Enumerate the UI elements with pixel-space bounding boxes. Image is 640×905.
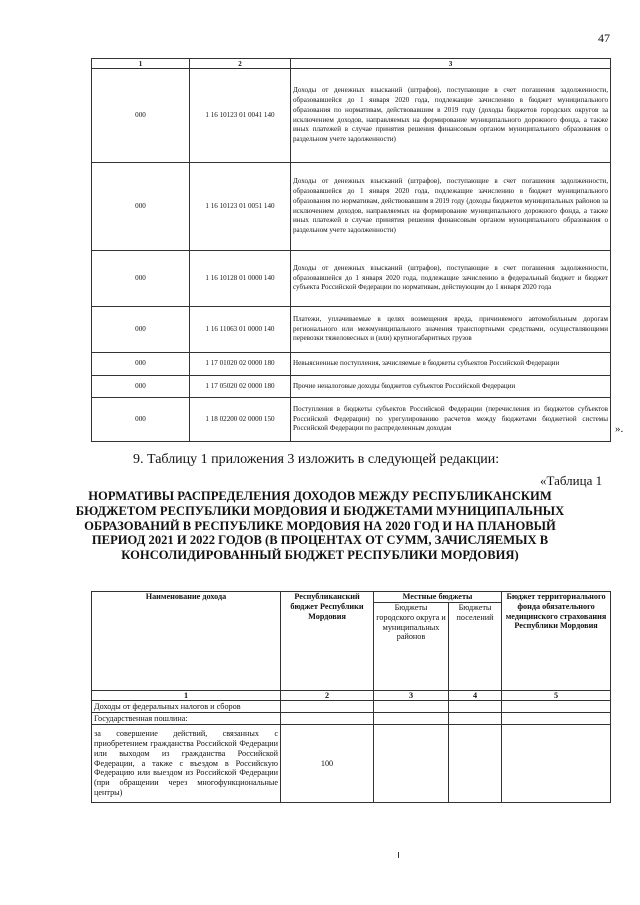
table-row [92, 398, 611, 442]
income-name: за совершение действий, связанных с приобретением гражданства Российской Федерации или выходом из гражданства Российской Федерации, а также с въездом в Российскую Федерацию или выездом из Российской Федерации (при обращении через многофункциональные центры) [92, 725, 281, 803]
column-number-3: 3 [374, 691, 449, 701]
column-number-1: 1 [92, 59, 190, 69]
table-row [92, 163, 611, 251]
budget-code: 1 16 11063 01 0000 140 [190, 307, 291, 353]
column-number-2: 2 [281, 691, 374, 701]
header-income-name: Наименование дохода [92, 592, 281, 691]
header-republic-budget: Республиканский бюджет Республики Мордовия [281, 592, 374, 691]
table-header-row [92, 59, 611, 69]
income-description: Поступления в бюджеты субъектов Российской Федерации (перечисления из бюджетов субъектов Российской Федерации) по урегулированию расчетов между бюджетами бюджетной системы Российской Федерации по распределенным доходам [291, 398, 611, 442]
income-codes-table [91, 58, 611, 442]
admin-code: 000 [92, 163, 190, 251]
header-settlements: Бюджеты поселений [449, 603, 502, 691]
income-description: Прочие неналоговые доходы бюджетов субъектов Российской Федерации [291, 376, 611, 398]
table-row [92, 251, 611, 307]
income-description: Платежи, уплачиваемые в целях возмещения вреда, причиняемого автомобильным дорогам регионального или межмуниципального значения транспортными средствами, осуществляющими перевозки тяжеловесных и (или) крупногабаритных грузов [291, 307, 611, 353]
header-medical-fund: Бюджет территориального фонда обязательного медицинского страхования Республики Мордовия [502, 592, 611, 691]
income-name: Доходы от федеральных налогов и сборов [92, 701, 281, 713]
budget-code: 1 16 10128 01 0000 140 [190, 251, 291, 307]
table-row [92, 701, 611, 713]
income-description: Доходы от денежных взысканий (штрафов), поступающие в счет погашения задолженности, образовавшейся до 1 января 2020 года, подлежащие зачислению в бюджет муниципального образования по нормативам, действовавшим в 2019 году (доходы бюджетов городских округов за исключением доходов, направляемых на формирование муниципального дорожного фонда, а также иных платежей в случае принятия решения финансовым органом муниципального образования о раздельном учете задолженности) [291, 69, 611, 163]
header-city-district: Бюджеты городского округа и муниципальных районов [374, 603, 449, 691]
budget-code: 1 18 02200 02 0000 150 [190, 398, 291, 442]
header-row-top [92, 592, 611, 603]
income-description: Невыясненные поступления, зачисляемые в бюджеты субъектов Российской Федерации [291, 353, 611, 376]
table-row [92, 725, 611, 803]
income-name: Государственная пошлина: [92, 713, 281, 725]
table-row [92, 307, 611, 353]
distribution-norms-table [91, 591, 611, 803]
income-description: Доходы от денежных взысканий (штрафов), поступающие в счет погашения задолженности, образовавшейся до 1 января 2020 года, подлежащие зачислению в федеральный бюджет и бюджет субъекта Российской Федерации по нормативам, действующим до 1 января 2020 года [291, 251, 611, 307]
admin-code: 000 [92, 398, 190, 442]
amendment-item-9: 9. Таблицу 1 приложения 3 изложить в следующей редакции: [133, 452, 500, 467]
budget-code: 1 17 05020 02 0000 180 [190, 376, 291, 398]
column-number-5: 5 [502, 691, 611, 701]
column-number-1: 1 [92, 691, 281, 701]
table-row [92, 713, 611, 725]
column-numbers-row [92, 691, 611, 701]
header-local-budgets: Местные бюджеты [374, 592, 502, 603]
column-number-4: 4 [449, 691, 502, 701]
table-reference: «Таблица 1 [540, 473, 603, 488]
page-number: 47 [598, 31, 610, 45]
table-row [92, 376, 611, 398]
budget-code: 1 17 01020 02 0000 180 [190, 353, 291, 376]
table-row [92, 353, 611, 376]
admin-code: 000 [92, 307, 190, 353]
budget-code: 1 16 10123 01 0051 140 [190, 163, 291, 251]
column-number-3: 3 [291, 59, 611, 69]
republic-share-value: 100 [281, 725, 374, 803]
closing-quote: ». [615, 423, 624, 435]
admin-code: 000 [92, 353, 190, 376]
column-number-2: 2 [190, 59, 291, 69]
admin-code: 000 [92, 251, 190, 307]
table-row [92, 69, 611, 163]
admin-code: 000 [92, 69, 190, 163]
admin-code: 000 [92, 376, 190, 398]
income-description: Доходы от денежных взысканий (штрафов), поступающие в счет погашения задолженности, образовавшейся до 1 января 2020 года, подлежащие зачислению в бюджет муниципального образования по нормативам, действовавшим в 2019 году (доходы бюджетов муниципальных районов за исключением доходов, направляемых на формирование муниципального дорожного фонда, а также иных платежей в случае принятия решения финансовым органом муниципального образования о раздельном учете задолженности) [291, 163, 611, 251]
document-heading: НОРМАТИВЫ РАСПРЕДЕЛЕНИЯ ДОХОДОВ МЕЖДУ РЕСПУБЛИКАНСКИМ БЮДЖЕТОМ РЕСПУБЛИКИ МОРДОВИЯ И БЮДЖЕТАМИ МУНИЦИПАЛЬНЫХ ОБРАЗОВАНИЙ В РЕСПУБЛИКЕ МОРДОВИЯ НА 2020 ГОД И НА ПЛАНОВЫЙ ПЕРИОД 2021 И 2022 ГОДОВ (В ПРОЦЕНТАХ ОТ СУММ, ЗАЧИСЛЯЕМЫХ В КОНСОЛИДИРОВАННЫЙ БЮДЖЕТ РЕСПУБЛИКИ МОРДОВИЯ) [75, 489, 565, 563]
budget-code: 1 16 10123 01 0041 140 [190, 69, 291, 163]
scan-mark [398, 852, 399, 858]
